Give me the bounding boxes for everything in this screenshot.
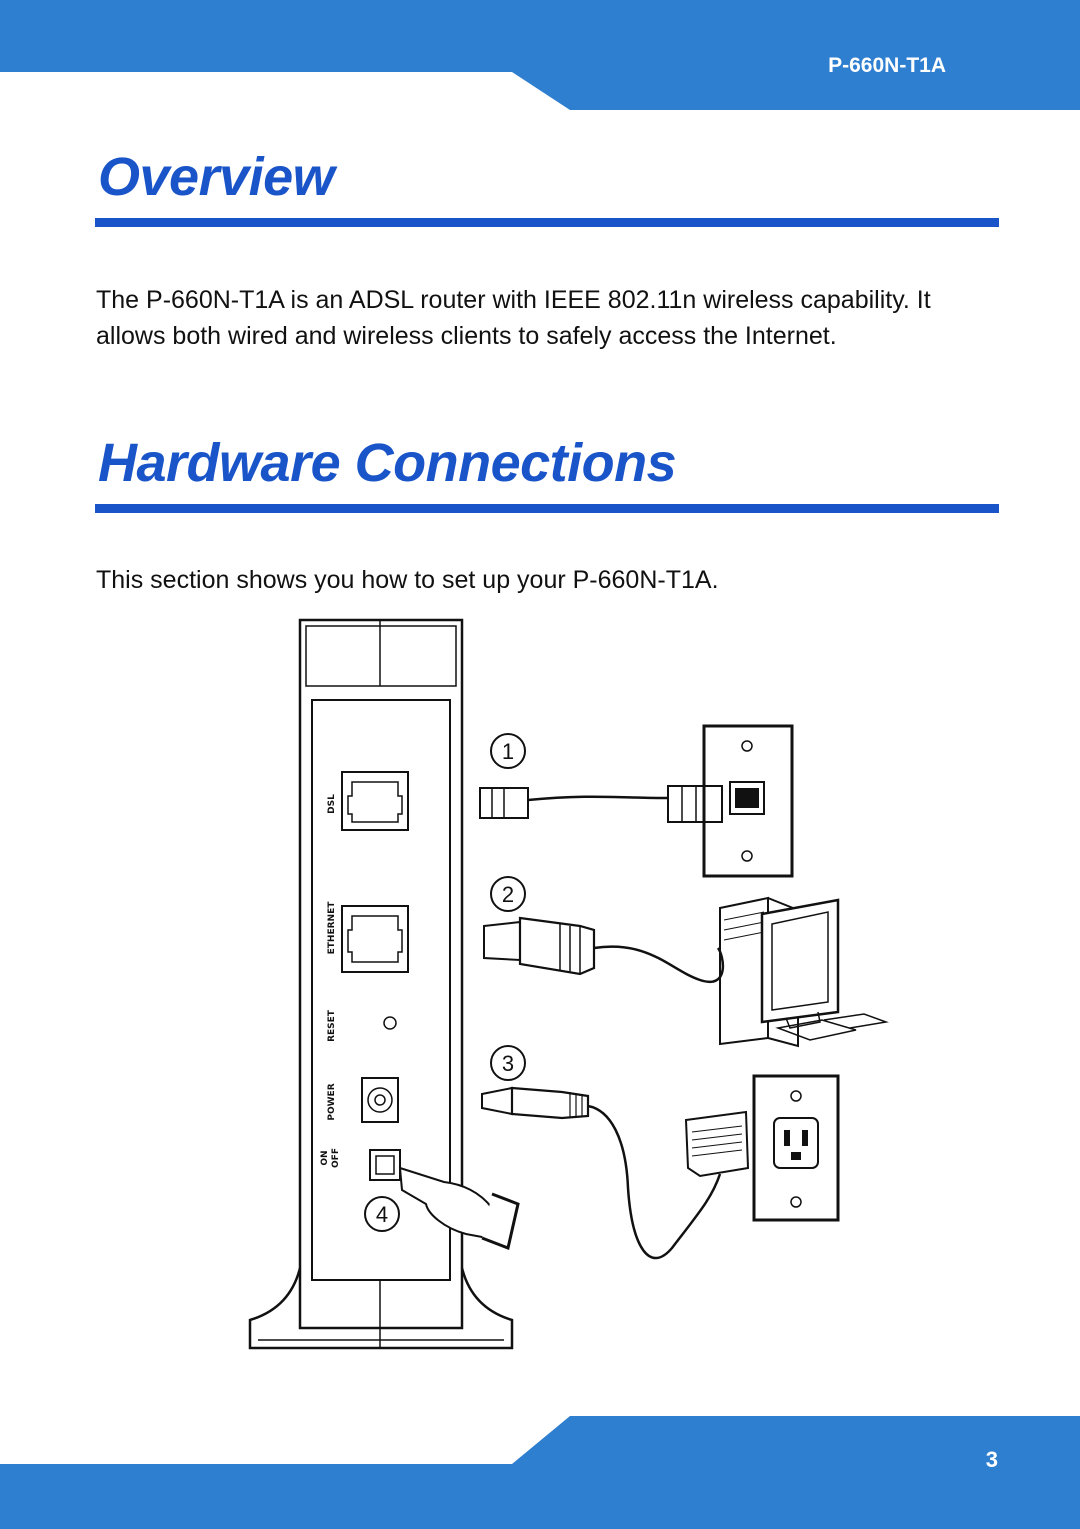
connection-diagram: [230, 608, 910, 1363]
svg-text:4: 4: [375, 1202, 389, 1227]
router-illustration: [250, 620, 515, 1348]
overview-paragraph: The P-660N-T1A is an ADSL router with IEEE 802.11n wireless capability. It allows both wired and wireless clients to safely access the Internet.: [96, 286, 931, 350]
power-label: POWER: [327, 1083, 337, 1121]
overview-title: Overview: [98, 147, 335, 207]
hardware-paragraph: This section shows you how to set up your P-660N-T1A.: [96, 566, 719, 594]
step-2-marker: [491, 877, 525, 911]
footer-band: [0, 1416, 1080, 1529]
hardware-connections-title: Hardware Connections: [98, 433, 677, 493]
dsl-port-label: DSL: [327, 794, 337, 814]
reset-label: RESET: [327, 1010, 337, 1042]
svg-text:3: 3: [501, 1051, 515, 1076]
hardware-divider: [95, 504, 999, 513]
off-label: OFF: [331, 1148, 341, 1168]
step-4-marker: [365, 1197, 399, 1231]
computer-illustration: [720, 898, 886, 1046]
model-name: P-660N-T1A: [828, 54, 946, 77]
ethernet-port-label: ETHERNET: [327, 901, 337, 955]
overview-divider: [95, 218, 999, 227]
svg-text:2: 2: [501, 882, 515, 907]
svg-text:1: 1: [501, 739, 515, 764]
step-1-marker: [491, 734, 525, 768]
step-3-marker: [491, 1046, 525, 1080]
on-label: ON: [320, 1150, 330, 1166]
page-number: 3: [985, 1447, 998, 1472]
